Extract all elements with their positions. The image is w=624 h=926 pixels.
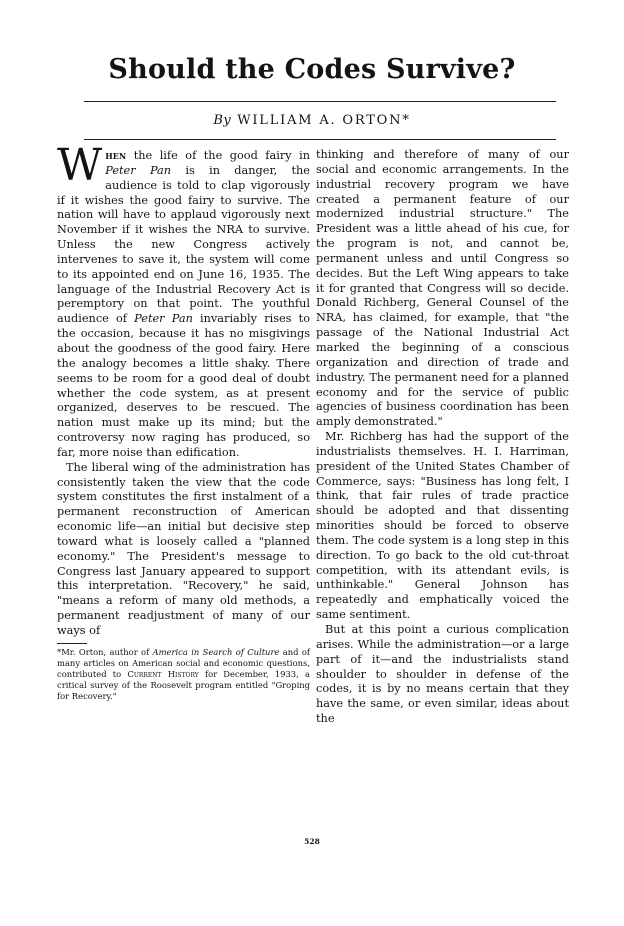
- text-run: *Mr. Orton, author of: [57, 646, 153, 657]
- byline-author: WILLIAM A. ORTON: [237, 113, 403, 128]
- byline: [0, 113, 624, 128]
- right-paragraph-1: thinking and therefore of many of our social and economic arrangements. In the industrial recovery program we have created a permanent feature of our modernized industrial structure." The President was a little ahead of his cue, for the program is not, and cannot be, permanent unless and until Congress so decides. But the Left Wing appears to take it for granted that Congress will so decide. Donald Richberg, General Counsel of the NRA, has claimed, for example, that "the passage of the National Industrial Act marked the beginning of a conscious organization and direction of trade and industry. The permanent need for a planned economy and for the service of public agencies of business coordination has been amply demonstrated.": [316, 148, 569, 429]
- italic-title: America in Search of Culture: [152, 646, 280, 657]
- text-run: and of many articles on American social and economic questions, contributed to: [57, 646, 310, 679]
- footnote-rule: [57, 643, 87, 644]
- title-rule: [84, 101, 556, 102]
- text-run: invariably rises to the occasion, because it has no misgivings about the goodness of the good fairy. Here the analogy becomes a little shaky. There seems to be room for a good deal of doubt whether the code system, as at present organized, deserves to be rescued. The nation must make up its mind; but the controversy now raging has produced, so far, more noise than edification.: [57, 312, 310, 459]
- article-title: Should the Codes Survive?: [108, 54, 516, 85]
- right-paragraph-3: But at this point a curious complication arises. While the administration—or a large part of it—and the industrialists stand shoulder to shoulder in defense of the codes, it is by no means certain that they have the same, or even similar, ideas about the: [316, 623, 569, 726]
- byline-mark: *: [402, 113, 411, 128]
- right-paragraph-2: Mr. Richberg has had the support of the industrialists themselves. H. I. Harriman, president of the United States Chamber of Commerce, says: "Business has long felt, I think, that fair rules of trade practice should be adopted and that dissenting minorities should be forced to observe them. The code system is a long step in this direction. To go back to the old cut-throat competition, with its attendant evils, is unthinkable." General Johnson has repeatedly and emphatically voiced the same sentiment.: [316, 430, 569, 622]
- left-paragraph-2: The liberal wing of the administration has consistently taken the view that the code system constitutes the first instalment of a permanent reconstruction of American economic life—an initial but decisive step toward what is loosely called a "planned economy." The President's message to Congress last January appeared to support this interpretation. "Recovery," he said, "means a reform of many old methods, a permanent readjustment of many of our ways of: [57, 460, 310, 637]
- right-column: [316, 148, 569, 727]
- left-column: [57, 140, 310, 702]
- italic-title: Peter Pan: [105, 163, 172, 177]
- left-paragraph-1: [57, 140, 310, 461]
- byline-rule: [84, 139, 556, 140]
- text-run: is in danger, the audience is told to clap vigorously if it wishes the good fairy to survive. The nation will have to applaud vigorously next November if it wishes the NRA to survive. Unless the new Congress actively intervenes to save it, the system will come to its appointed end on June 16, 1935. The language of the Industrial Recovery Act is peremptory on that point. The youthful audience of: [57, 163, 310, 326]
- small-caps-title: Current History: [127, 668, 199, 679]
- italic-title: Peter Pan: [134, 312, 193, 326]
- author-footnote: [57, 647, 310, 702]
- lead-word: hen: [105, 148, 127, 162]
- text-run: for December, 1933, a critical survey of the Roosevelt program entitled "Groping for Recovery.": [57, 668, 310, 701]
- drop-cap: W: [57, 140, 103, 191]
- page-number: 528: [304, 837, 320, 846]
- byline-by: By: [213, 113, 232, 128]
- text-run: the life of the good fairy in: [126, 149, 310, 162]
